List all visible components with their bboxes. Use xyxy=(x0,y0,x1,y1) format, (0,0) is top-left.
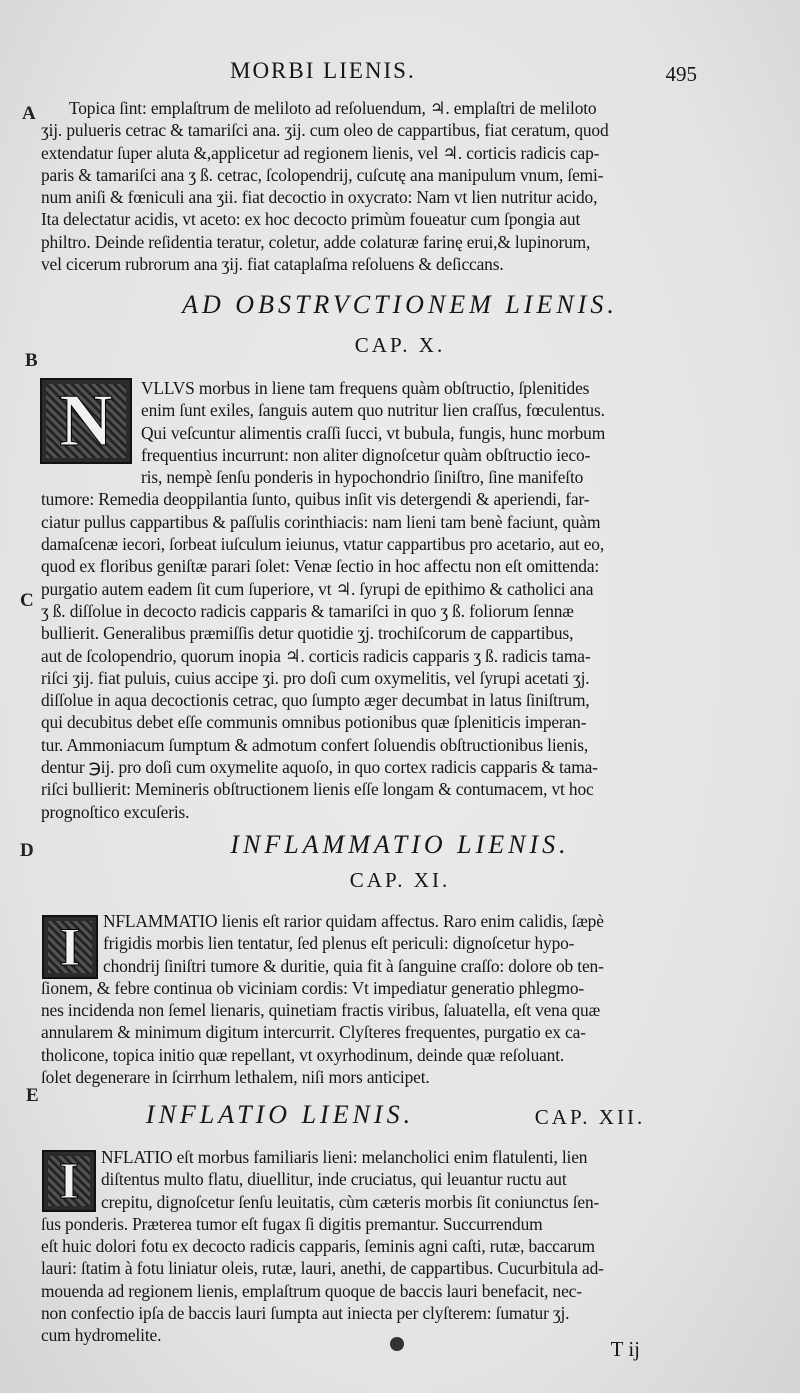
text-line: diſtentus multo flatu, diuellitur, inde cruciatus, qui leuantur ructu aut xyxy=(101,1169,567,1190)
margin-letter-d: D xyxy=(20,840,34,861)
text-line: ʒ ß. diſſolue in decocto radicis capparis & tamariſci in quo ʒ ß. foliorum ſennæ xyxy=(41,600,574,621)
chapter-number-xii: CAP. XII. xyxy=(534,1105,646,1129)
section-heading-xii: INFLATIO LIENIS. xyxy=(145,1100,415,1129)
signature-mark: T ij xyxy=(610,1337,640,1361)
text-line: annularem & minimum digitum intercurrit. Clyſteres frequentes, purgatio ex ca- xyxy=(41,1022,586,1043)
text-line: crepitu, dignoſcetur ſenſu leuitatis, cùm cæteris morbis ſit coniunctus ſen- xyxy=(101,1191,600,1212)
text-line: NFLAMMATIO lienis eſt rarior quidam affectus. Raro enim calidis, ſæpè xyxy=(103,911,604,931)
text-line: bullierit. Generalibus præmiſſis detur quotidie ʒj. trochiſcorum de cappartibus, xyxy=(41,623,574,644)
text-line: chondrij ſiniſtri tumore & duritie, quia fit à ſanguine craſſo: dolore ob ten- xyxy=(103,955,604,976)
initial-letter: I xyxy=(59,917,81,977)
running-title: MORBI LIENIS. xyxy=(230,58,416,83)
text-line: quod ex floribus geniſtæ parari ſolet: Venæ ſectio in hoc affectu non eſt omittenda: xyxy=(41,556,600,577)
text-line: eſt huic dolori fotu ex decocto radicis capparis, ſeminis agni caſti, rutæ, baccarum xyxy=(41,1236,595,1257)
text-line: ſionem, & febre continua ob viciniam cordis: Vt impediatur generatio phlegmo- xyxy=(41,977,585,998)
text-line: cum hydromelite. xyxy=(41,1325,162,1346)
text-line: dentur ℈ij. pro doſi cum oxymelite aquoſo, in quo cortex radicis capparis & tama- xyxy=(41,757,598,778)
text-line: ʒij. pulueris cetrac & tamariſci ana. ʒij. cum oleo de cappartibus, fiat ceratum, quod xyxy=(41,120,609,141)
ink-blot xyxy=(390,1337,404,1351)
text-line: tholicone, topica initio quæ repellant, vt oxyrhodinum, deinde quæ reſoluant. xyxy=(41,1044,565,1065)
section-heading-xi: INFLAMMATIO LIENIS. xyxy=(230,830,570,859)
text-line: mouenda ad regionem lienis, emplaſtrum quoque de baccis lauri benefacit, nec- xyxy=(41,1280,582,1301)
chapter-number-xi: CAP. XI. xyxy=(349,868,451,892)
text-line: NFLATIO eſt morbus familiaris lieni: melancholici enim flatulenti, lien xyxy=(101,1147,588,1167)
text-line: Ita delectatur acidis, vt aceto: ex hoc decocto primùm foueatur cum ſpongia aut xyxy=(41,209,581,230)
text-line: purgatio autem eadem ſit cum ſuperiore, vt ♃. ſyrupi de epithimo & catholici ana xyxy=(41,578,594,599)
text-line: diſſolue in aqua decoctionis cetrac, quo ſumpto æger decumbat in latus ſiniſtrum, xyxy=(41,690,590,711)
text-line: aut de ſcolopendrio, quorum inopia ♃. corticis radicis capparis ʒ ß. radicis tama- xyxy=(41,645,591,666)
section-heading-x: AD OBSTRVCTIONEM LIENIS. xyxy=(182,290,618,319)
initial-letter: I xyxy=(58,1152,80,1210)
text-line: philtro. Deinde reſidentia teratur, coletur, adde colaturæ farinę erui,& lupinorum, xyxy=(41,231,591,252)
text-line: riſci bullierit: Memineris obſtructionem lienis eſſe longam & contumacem, vt hoc xyxy=(41,779,594,800)
chapter-x-text xyxy=(41,377,699,823)
text-line: riſci ʒij. fiat puluis, cuius accipe ʒi. pro doſi cum oxymelitis, vel ſyrupi acetati ʒj. xyxy=(41,667,590,688)
intro-paragraph xyxy=(41,97,699,275)
text-line: non confectio ipſa de baccis lauri ſumpta aut iniecta per clyſterem: ſumatur ʒj. xyxy=(41,1303,570,1324)
margin-letter-b: B xyxy=(25,350,38,371)
text-line: enim ſunt exiles, ſanguis autem quo nutritur lien craſſus, fœculentus. xyxy=(141,400,605,421)
text-line: Topica ſint: emplaſtrum de meliloto ad reſoluendum, ♃. emplaſtri de meliloto xyxy=(69,98,597,118)
margin-letter-c: C xyxy=(20,590,34,611)
chapter-number-x: CAP. X. xyxy=(354,333,446,357)
text-line: paris & tamariſci ana ʒ ß. cetrac, ſcolopendrij, cuſcutę ana manipulum vnum, ſemi- xyxy=(41,164,604,185)
text-line: lauri: ſtatim à fotu liniatur oleis, rutæ, lauri, anethi, de cappartibus. Cucurbitula ad- xyxy=(41,1258,604,1279)
text-line: vel cicerum rubrorum ana ʒij. fiat cataplaſma reſoluens & deſiccans. xyxy=(41,254,504,275)
text-line: Qui veſcuntur alimentis craſſi ſucci, vt bubula, fungis, hunc morbum xyxy=(141,422,606,443)
text-line: damaſcenæ iecori, ſorbeat iuſculum ieiunus, vtatur cappartibus pro acetario, aut eo, xyxy=(41,534,605,555)
text-line: nes incidenda non ſemel lienaris, quinetiam fractis viribus, ſaluatella, eſt vena quæ xyxy=(41,1000,601,1021)
text-line: frequentius incurrunt: non aliter dignoſcetur quàm obſtructio ieco- xyxy=(141,444,591,465)
text-line: frigidis morbis lien tentatur, ſed plenus eſt periculi: dignoſcetur hypo- xyxy=(103,933,575,954)
margin-letter-a: A xyxy=(22,103,36,124)
text-line: prognoſtico excuſeris. xyxy=(41,801,190,822)
text-line: qui decubitus debet eſſe communis omnibus potionibus quæ ſpleniticis imperan- xyxy=(41,712,587,733)
chapter-xi-text xyxy=(41,910,699,1088)
text-line: tur. Ammoniacum ſumptum & admotum confert ſoluendis obſtructionibus lienis, xyxy=(41,734,589,755)
text-line: ſolet degenerare in ſcirrhum lethalem, niſi mors anticipet. xyxy=(41,1067,430,1088)
text-line: ciatur pullus cappartibus & paſſulis corinthiacis: nam lieni tam benè faciunt, quàm xyxy=(41,511,601,532)
page-number: 495 xyxy=(665,62,697,86)
initial-letter: N xyxy=(59,379,113,462)
running-head xyxy=(0,58,800,92)
margin-letter-e: E xyxy=(26,1085,39,1106)
text-line: tumore: Remedia deoppilantia ſunto, quibus inſit vis detergendi & aperiendi, far- xyxy=(41,489,590,510)
text-line: extendatur ſuper aluta &,applicetur ad regionem lienis, vel ♃. corticis radicis cap- xyxy=(41,142,600,163)
text-line: ſus ponderis. Præterea tumor eſt fugax ſi digitis premantur. Succurrendum xyxy=(41,1213,543,1234)
text-line: VLLVS morbus in liene tam frequens quàm obſtructio, ſplenitides xyxy=(141,378,590,398)
text-line: num aniſi & fœniculi ana ʒii. fiat decoctio in oxycrato: Nam vt lien nutritur acido, xyxy=(41,187,598,208)
text-line: ris, nempè ſenſu ponderis in hypochondrio ſiniſtro, ſine manifeſto xyxy=(141,467,584,488)
chapter-xii-text xyxy=(41,1146,699,1347)
